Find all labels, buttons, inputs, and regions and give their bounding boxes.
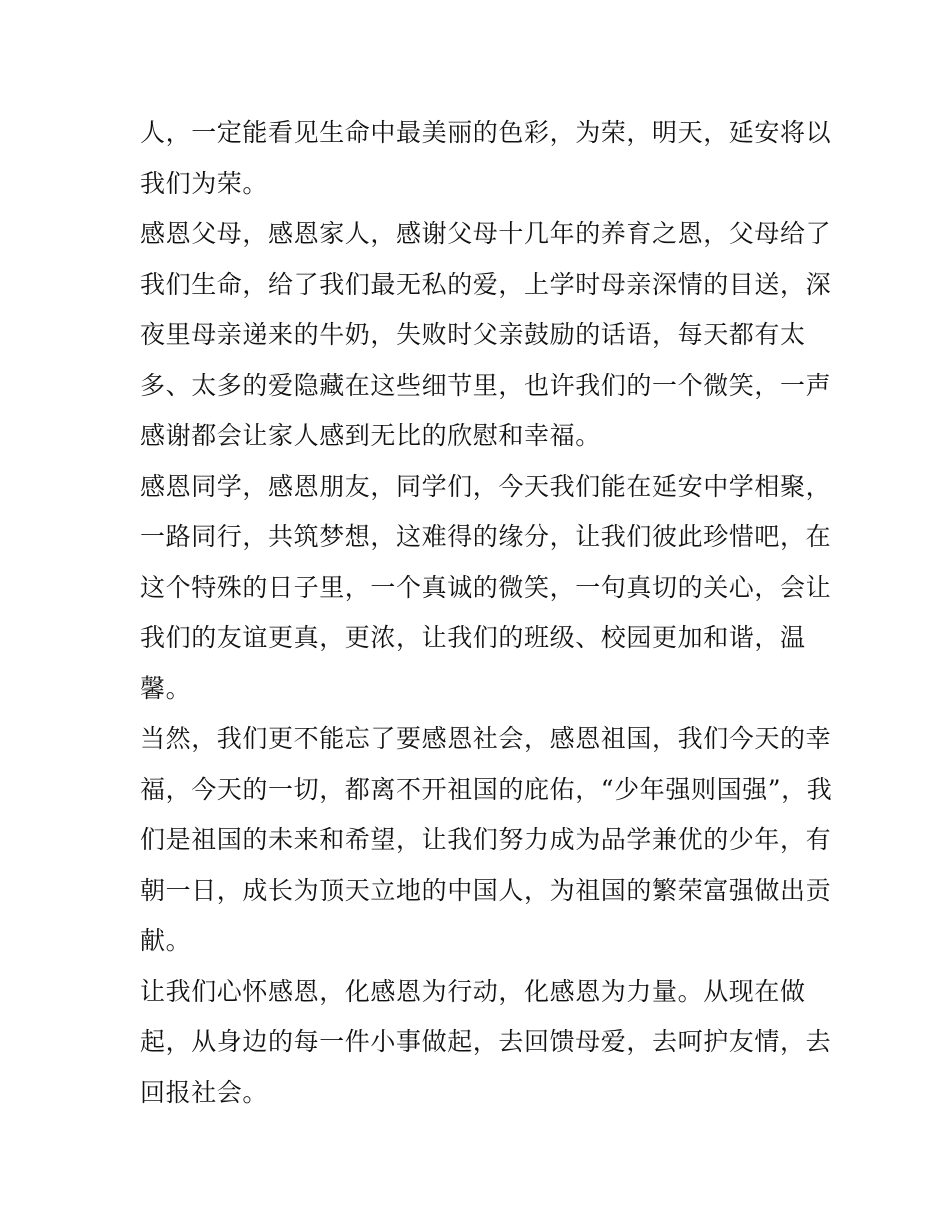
text-line: 馨。 [140,673,192,703]
text-line: 夜里母亲递来的牛奶，失败时父亲鼓励的话语，每天都有太 [140,320,806,349]
text-line: 起，从身边的每一件小事做起，去回馈母爱，去呵护友情，去 [140,1027,832,1056]
document-body [140,108,833,1118]
text-line: 我们的友谊更真，更浓，让我们的班级、校园更加和谐，温 [140,623,806,652]
text-line: 感恩同学，感恩朋友，同学们，今天我们能在延安中学相聚， [140,471,832,501]
text-line: 这个特殊的日子里，一个真诚的微笑，一句真切的关心，会让 [140,572,832,602]
text-line: 我们生命，给了我们最无私的爱，上学时母亲深情的目送，深 [140,269,832,299]
text-line: 献。 [140,926,192,955]
text-line: 感谢都会让家人感到无比的欣慰和幸福。 [140,421,601,450]
text-line: 一路同行，共筑梦想，这难得的缘分，让我们彼此珍惜吧，在 [140,522,832,551]
text-line: 感恩父母，感恩家人，感谢父母十几年的养育之恩，父母给了 [140,219,832,248]
text-line: 我们为荣。 [140,168,269,198]
text-line: 多、太多的爱隐藏在这些细节里，也许我们的一个微笑，一声 [140,370,832,400]
text-line: 回报社会。 [140,1077,269,1107]
text-line: 当然，我们更不能忘了要感恩社会，感恩祖国，我们今天的幸 [140,724,832,753]
text-line: 朝一日，成长为顶天立地的中国人，为祖国的繁荣富强做出贡 [140,875,832,905]
text-line: 们是祖国的未来和希望，让我们努力成为品学兼优的少年，有 [140,825,832,854]
text-line: 让我们心怀感恩，化感恩为行动，化感恩为力量。从现在做 [140,976,806,1006]
text-line: 人，一定能看见生命中最美丽的色彩，为荣，明天，延安将以 [140,118,832,147]
text-line: 福，今天的一切，都离不开祖国的庇佑，“少年强则国强”，我 [140,774,833,804]
